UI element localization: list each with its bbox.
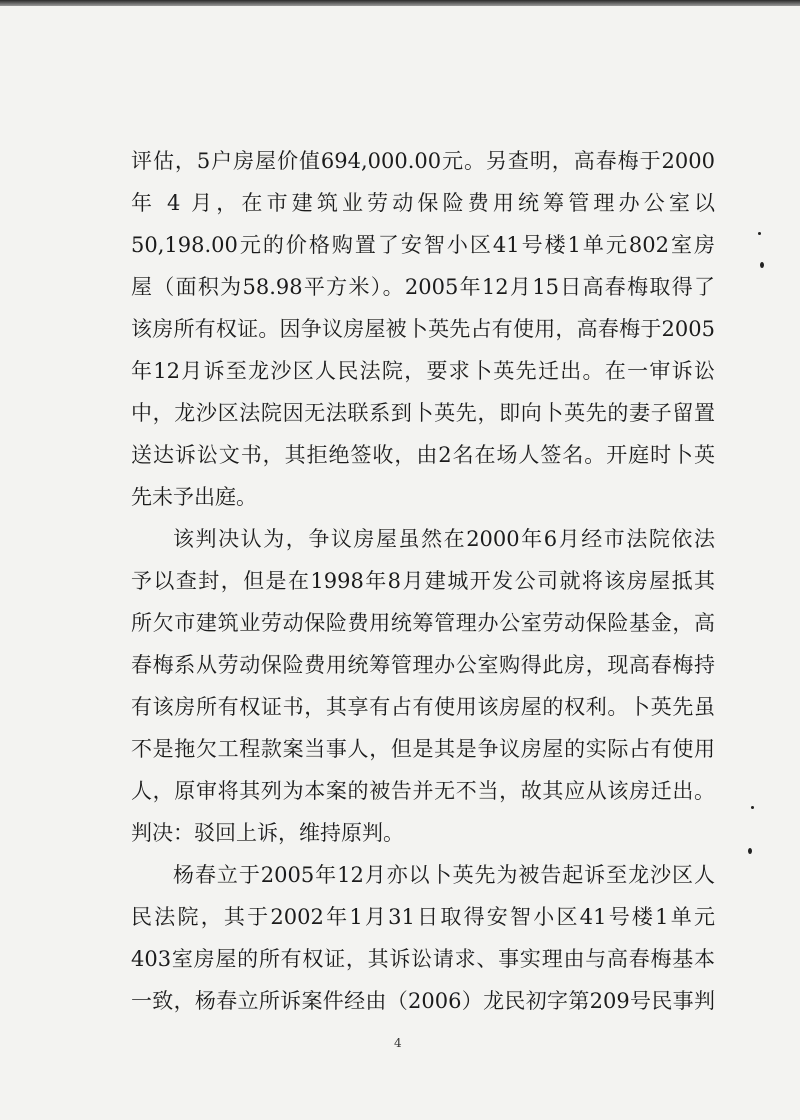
text-line: 该判决认为，争议房屋虽然在2000年6月经市法院依法 <box>173 527 715 551</box>
text-line: 杨春立于2005年12月亦以卜英先为被告起诉至龙沙区人 <box>173 863 715 887</box>
text-line: 民法院，其于2002年1月31日取得安智小区41号楼1单元 <box>131 905 715 929</box>
text-line: 50,198.00元的价格购置了安智小区41号楼1单元802室房 <box>131 233 715 257</box>
scan-speck <box>751 806 754 809</box>
text-line: 403室房屋的所有权证，其诉讼请求、事实理由与高春梅基本 <box>131 947 715 971</box>
text-line: 人，原审将其列为本案的被告并无不当，故其应从该房迁出。 <box>131 779 715 803</box>
text-line: 判决：驳回上诉，维持原判。 <box>131 821 404 845</box>
text-line: 送达诉讼文书，其拒绝签收，由2名在场人签名。开庭时卜英 <box>131 443 715 467</box>
page-number: 4 <box>394 1036 402 1050</box>
text-line: 有该房所有权证书，其享有占有使用该房屋的权利。卜英先虽 <box>131 695 715 719</box>
text-line: 年 4 月，在市建筑业劳动保险费用统筹管理办公室以 <box>131 191 715 215</box>
text-line: 春梅系从劳动保险费用统筹管理办公室购得此房，现高春梅持 <box>131 653 715 677</box>
text-line: 不是拖欠工程款案当事人，但是其是争议房屋的实际占有使用 <box>131 737 715 761</box>
scan-speck <box>748 848 752 854</box>
text-line: 先未予出庭。 <box>131 485 257 509</box>
text-line: 中，龙沙区法院因无法联系到卜英先，即向卜英先的妻子留置 <box>131 401 715 425</box>
text-line: 屋（面积为58.98平方米）。2005年12月15日高春梅取得了 <box>131 275 715 299</box>
text-line: 予以查封，但是在1998年8月建城开发公司就将该房屋抵其 <box>131 569 715 593</box>
text-line: 所欠市建筑业劳动保险费用统筹管理办公室劳动保险基金，高 <box>131 611 715 635</box>
text-line: 该房所有权证。因争议房屋被卜英先占有使用，高春梅于2005 <box>131 317 715 341</box>
text-line: 一致，杨春立所诉案件经由（2006）龙民初字第209号民事判 <box>131 989 715 1013</box>
scan-speck <box>760 262 764 268</box>
text-line: 年12月诉至龙沙区人民法院，要求卜英先迁出。在一审诉讼 <box>131 359 715 383</box>
text-line: 评估，5户房屋价值694,000.00元。另查明，高春梅于2000 <box>131 149 715 173</box>
scan-speck <box>758 232 761 235</box>
